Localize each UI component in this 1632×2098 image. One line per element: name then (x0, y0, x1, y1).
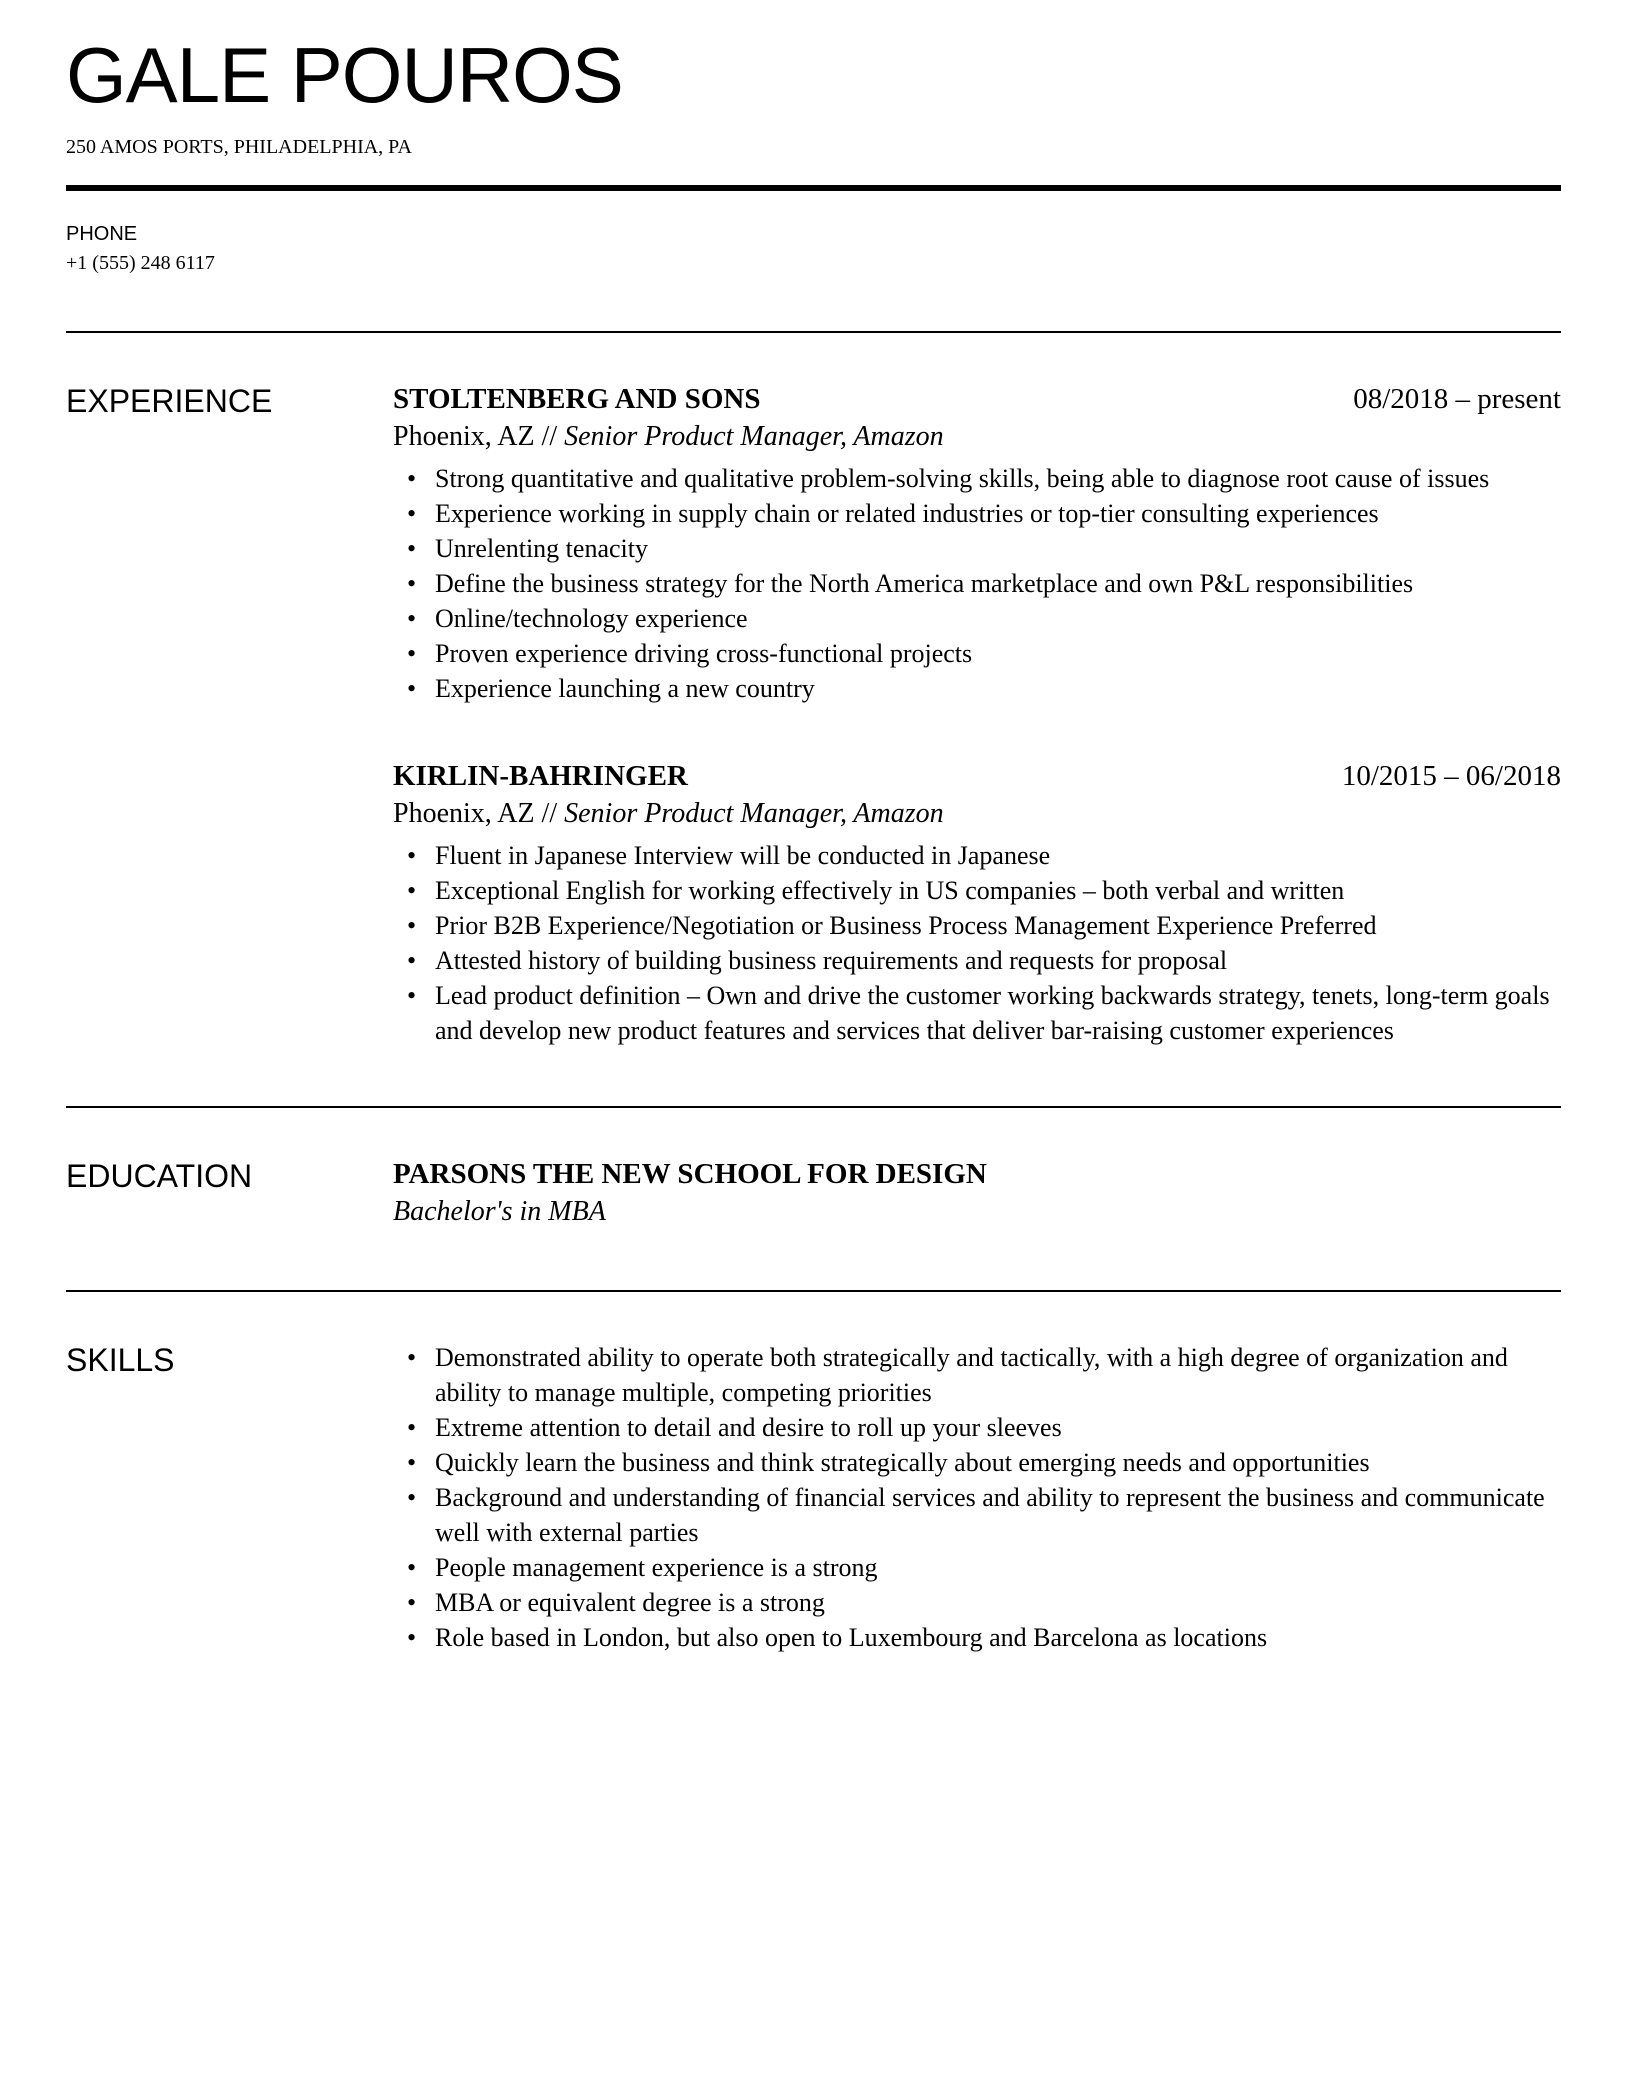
bullet-item: • Proven experience driving cross-functional projects (393, 636, 1561, 671)
company-name: KIRLIN-BAHRINGER (393, 760, 688, 792)
job-location: Phoenix, AZ // (393, 798, 558, 829)
skill-item: • Quickly learn the business and think strategically about emerging needs and opportunities (393, 1445, 1561, 1480)
bullet-item: • Online/technology experience (393, 601, 1561, 636)
skills-section (66, 1292, 1561, 1713)
job-role: Senior Product Manager, Amazon (564, 798, 944, 829)
section-title: EXPERIENCE (66, 383, 273, 419)
bullet-item: • Attested history of building business requirements and requests for proposal (393, 943, 1561, 978)
experience-section (66, 333, 1561, 1106)
skill-item: • Demonstrated ability to operate both strategically and tactically, with a high degree of organization and ability to manage multiple, competing priorities (393, 1340, 1561, 1410)
job-dates: 10/2015 – 06/2018 (1341, 760, 1561, 792)
phone-label: PHONE (66, 223, 138, 245)
bullet-item: • Exceptional English for working effectively in US companies – both verbal and written (393, 873, 1561, 908)
degree: Bachelor's in MBA (393, 1196, 606, 1227)
skill-item: • Role based in London, but also open to Luxembourg and Barcelona as locations (393, 1620, 1561, 1655)
bullet-item: • Experience working in supply chain or related industries or top-tier consulting experiences (393, 496, 1561, 531)
school-name: PARSONS THE NEW SCHOOL FOR DESIGN (393, 1158, 987, 1190)
skill-item: • Background and understanding of financial services and ability to represent the business and communicate well with external parties (393, 1480, 1561, 1550)
bullet-item: • Unrelenting tenacity (393, 531, 1561, 566)
bullet-item: • Prior B2B Experience/Negotiation or Business Process Management Experience Preferred (393, 908, 1561, 943)
address: 250 AMOS PORTS, PHILADELPHIA, PA (66, 136, 412, 158)
company-name: STOLTENBERG AND SONS (393, 383, 761, 415)
bullet-item: • Fluent in Japanese Interview will be conducted in Japanese (393, 838, 1561, 873)
bullet-item: • Strong quantitative and qualitative problem-solving skills, being able to diagnose root cause of issues (393, 461, 1561, 496)
job-entry (393, 381, 1561, 706)
header-divider (66, 185, 1561, 191)
bullet-item: • Experience launching a new country (393, 671, 1561, 706)
resume (66, 0, 1561, 1713)
section-title: EDUCATION (66, 1158, 253, 1194)
job-location: Phoenix, AZ // (393, 421, 558, 452)
job-entry (393, 758, 1561, 1048)
candidate-name: GALE POUROS (66, 31, 623, 119)
education-section (66, 1108, 1561, 1290)
job-dates: 08/2018 – present (1353, 383, 1561, 415)
phone-number: +1 (555) 248 6117 (66, 252, 215, 274)
bullet-item: • Lead product definition – Own and drive the customer working backwards strategy, tenets, long-term goals and develop new product features and services that deliver bar-raising customer experiences (393, 978, 1561, 1048)
section-title: SKILLS (66, 1342, 175, 1378)
skill-item: • People management experience is a strong (393, 1550, 1561, 1585)
skill-item: • Extreme attention to detail and desire to roll up your sleeves (393, 1410, 1561, 1445)
skill-item: • MBA or equivalent degree is a strong (393, 1585, 1561, 1620)
job-role: Senior Product Manager, Amazon (564, 421, 944, 452)
bullet-item: • Define the business strategy for the North America marketplace and own P&L responsibilities (393, 566, 1561, 601)
